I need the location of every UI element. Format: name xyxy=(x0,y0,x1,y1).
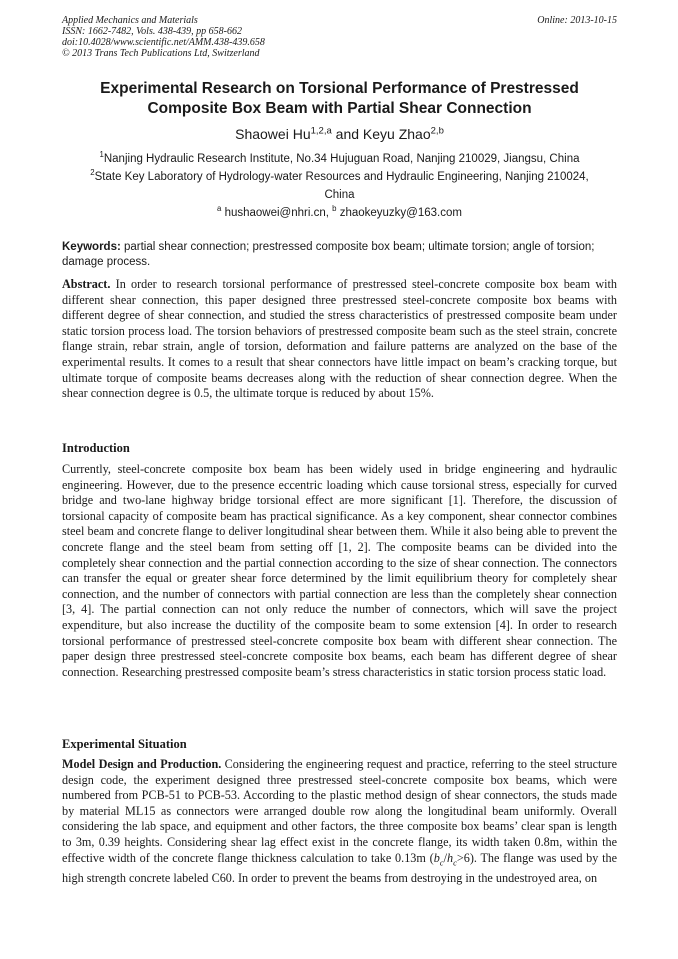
introduction-heading: Introduction xyxy=(62,441,130,455)
affiliation-2-mark: 2 xyxy=(90,168,95,178)
affiliation-2-line-1: State Key Laboratory of Hydrology-water Resources and Hydraulic Engineering, Nanjing 210024, xyxy=(94,171,589,183)
email-a: hushaowei@nhri.cn, xyxy=(221,207,333,219)
email-a-mark: a xyxy=(217,204,222,214)
introduction-paragraph: Currently, steel-concrete composite box beam has been widely used in bridge engineering and hydraulic engineering. However, due to the presence eccentric loading which cause torsional stress, especially for curved bridge and two-lane highway bridge torsional effect are more significant [1]. Therefore, the discussion of torsional capacity of composite beam has practical significance. As a key component, shear connector combines steel beam and concrete flange to deliver longitudinal shear between them. While it also being able to prevent the concrete flange and the steel beam from setting off [1, 2]. The composite beams can be divided into the completely shear connection and the partial connection according to the size of shear connection. The connectors can transfer the equal or greater shear force determined by the limit equilibrium theory for completely shear connection, and the number of connectors with partial connection are less than the completely shear connection [3, 4]. The partial connection can not only reduce the number of connectors, which will save the project expenditure, but also increase the ductility of the composite beam to some extension [4]. In order to research torsional performance of prestressed steel-concrete composite box beam with different shear connection. The paper design three prestressed steel-concrete composite box beams, each beam has different degree of shear connection. Researching prestressed composite beam’s stress characteristics in static torsion process static load. xyxy=(62,462,617,679)
email-b: zhaokeyuzky@163.com xyxy=(336,207,462,219)
experimental-text-b: >6). The flange was used by the high strength concrete labeled C60. In order to prevent the beams from destroying in the undestroyed area, on xyxy=(62,850,618,885)
online-date: Online: 2013-10-15 xyxy=(537,15,617,26)
b-subscript: c xyxy=(439,857,444,867)
email-b-mark: b xyxy=(332,204,337,214)
abstract-label: Abstract. xyxy=(62,277,111,291)
keywords-paragraph xyxy=(62,240,617,270)
b-variable: b xyxy=(433,850,440,865)
author-line xyxy=(62,125,617,143)
author-conjunction: and xyxy=(331,126,363,142)
affiliation-2 xyxy=(62,168,617,204)
journal-name: Applied Mechanics and Materials xyxy=(62,15,198,26)
experimental-paragraph xyxy=(62,757,617,886)
journal-header xyxy=(62,15,617,59)
abstract-paragraph xyxy=(62,277,617,402)
title-line-1: Experimental Research on Torsional Performance of Prestressed xyxy=(100,80,579,97)
affiliation-2-line-2: China xyxy=(324,189,355,201)
h-subscript: c xyxy=(453,857,457,867)
abstract-text: In order to research torsional performance of prestressed steel-concrete composite box beam with different shear connection, this paper designed three prestressed steel-concrete composite box beams with different degree of shear connection, and studied the stress characteristics of prestressed composite beam under static torsion process load. The torsion behaviors of prestressed composite beam such as the steel strain, concrete flange strain, rebar strain, angle of torsion, deformation and failure patterns are analyzed on the base of the experimental results. It comes to a result that shear connectors have little impact on beam’s cracking torque, but ultimate torque of composite beams decreases along with the reduction of shear connection degree. When the shear connection degree is 0.5, the ultimate torque is reduced by about 15%. xyxy=(62,277,617,401)
author-1: Shaowei Hu xyxy=(235,126,311,142)
experimental-heading: Experimental Situation xyxy=(62,737,187,751)
model-design-run-head: Model Design and Production. xyxy=(62,757,222,771)
author-1-affil-mark: 1,2,a xyxy=(310,125,332,137)
paper-title xyxy=(62,79,617,119)
author-2-affil-mark: 2,b xyxy=(430,125,444,137)
experimental-text-a: Considering the engineering request and practice, referring to the steel structure design code, the experiment designed three prestressed steel-concrete composite box beams, which were numbered from PCB-51 to PCB-53. According to the plastic method design of shear connectors, the studs made by material ML15 as connectors were arranged double row along the longitudinal beam uniformly. Overall considering the lab space, and equipment and other factors, the three composite box beams’ clear span is length to 3m, 0.39 heights. Considering shear lag effect exist in the concrete flange, its width taken 0.8m, within the effective width of the concrete flange thickness calculation to take 0.13m ( xyxy=(62,757,617,865)
keywords-text: partial shear connection; prestressed composite box beam; ultimate torsion; angle of torsion; damage process. xyxy=(62,241,595,268)
h-variable: h xyxy=(446,850,454,865)
affiliation-1-mark: 1 xyxy=(99,150,104,160)
keywords-label: Keywords: xyxy=(62,241,121,253)
ratio-slash: / xyxy=(443,850,447,865)
affiliation-1-text: Nanjing Hydraulic Research Institute, No.34 Hujuguan Road, Nanjing 210029, Jiangsu, China xyxy=(103,153,580,165)
title-line-2: Composite Box Beam with Partial Shear Connection xyxy=(147,100,532,117)
author-emails xyxy=(62,205,617,221)
issn-line: ISSN: 1662-7482, Vols. 438-439, pp 658-662 xyxy=(62,26,242,37)
author-2: Keyu Zhao xyxy=(362,126,431,142)
doi-line: doi:10.4028/www.scientific.net/AMM.438-439.658 xyxy=(62,37,265,48)
copyright-line: © 2013 Trans Tech Publications Ltd, Switzerland xyxy=(62,48,260,59)
affiliation-1 xyxy=(62,150,617,168)
